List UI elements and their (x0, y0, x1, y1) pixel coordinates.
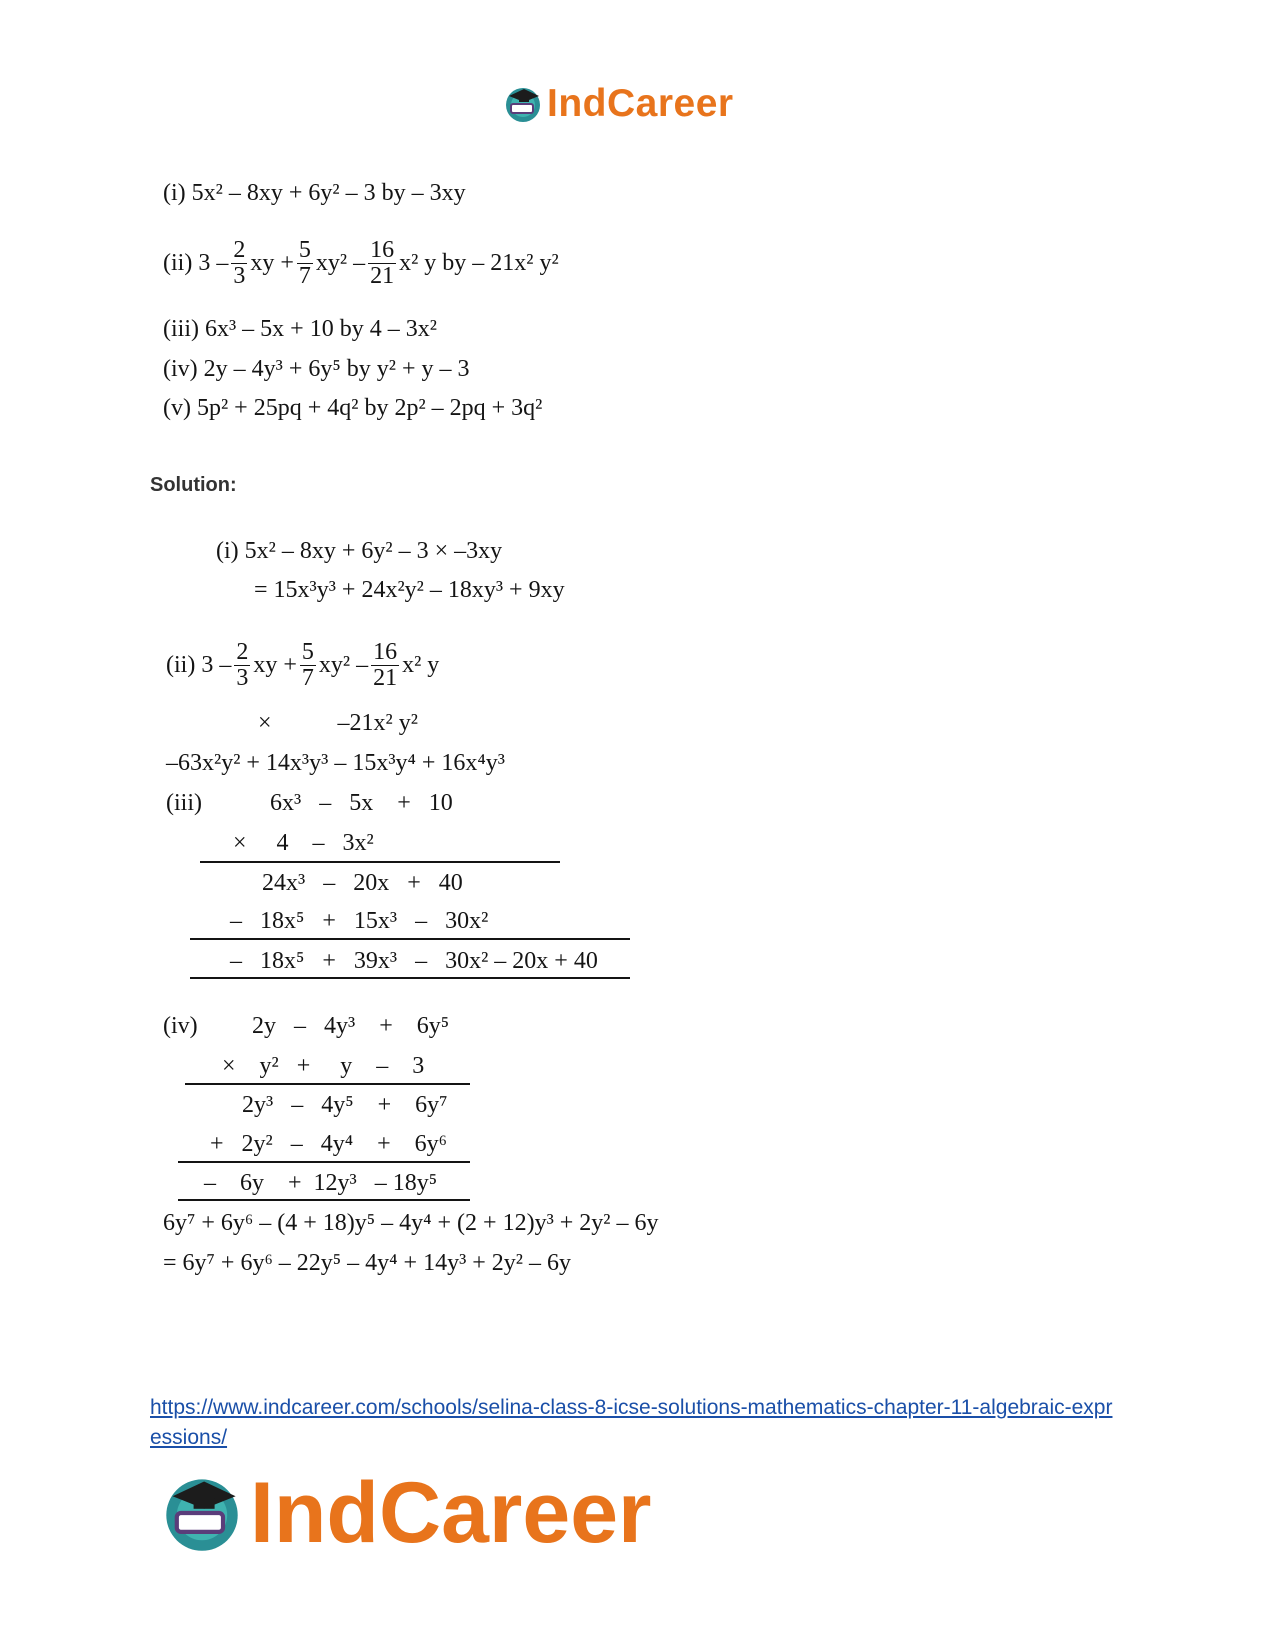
solution-iv-label: (iv) (163, 1013, 198, 1039)
question-ii-term2: xy² – (315, 250, 366, 277)
solution-ii-term2: xy² – (318, 652, 369, 679)
fraction-16-21: $\frac{16}{21}$ (373, 639, 398, 692)
solution-iii-label: (iii) (166, 790, 202, 816)
question-ii (163, 238, 559, 289)
solution-ii-multiplier: × –21x² y² (258, 710, 418, 736)
solution-i-line2: = 15x³y³ + 24x²y² – 18xy³ + 9xy (254, 577, 565, 603)
solution-iv-row6: 6y⁷ + 6y⁶ – (4 + 18)y⁵ – 4y⁴ + (2 + 12)y³ + 2y² – 6y (163, 1210, 659, 1236)
divider (178, 1199, 470, 1201)
solution-iv-row1: 2y – 4y³ + 6y⁵ (252, 1013, 450, 1039)
solution-ii-result: –63x²y² + 14x³y³ – 15x³y⁴ + 16x⁴y³ (166, 750, 505, 776)
brand-name: IndCareer (250, 1464, 652, 1561)
brand-name: IndCareer (547, 82, 734, 125)
divider (190, 977, 630, 979)
solution-iv-row4: + 2y² – 4y⁴ + 6y⁶ (210, 1131, 447, 1157)
question-iii: (iii) 6x³ – 5x + 10 by 4 – 3x² (163, 316, 437, 342)
fraction-16-21: $\frac{16}{21}$ (370, 237, 395, 290)
question-i: (i) 5x² – 8xy + 6y² – 3 by – 3xy (163, 180, 466, 206)
graduation-cap-book-icon (160, 1471, 244, 1555)
solution-iv-row5: – 6y + 12y³ – 18y⁵ (204, 1170, 438, 1196)
solution-iii-row2: × 4 – 3x² (233, 830, 374, 856)
question-ii-term3: x² y by – 21x² y² (399, 250, 559, 277)
solution-ii-expression (166, 640, 439, 691)
header-logo (503, 82, 734, 126)
question-iv: (iv) 2y – 4y³ + 6y⁵ by y² + y – 3 (163, 356, 470, 382)
question-ii-prefix: (ii) 3 – (163, 250, 229, 277)
solution-iv-row3: 2y³ – 4y⁵ + 6y⁷ (242, 1092, 448, 1118)
fraction-5-7: $\frac{5}{7}$ (298, 237, 311, 290)
divider (190, 938, 630, 940)
solution-iii-row5: – 18x⁵ + 39x³ – 30x² – 20x + 40 (230, 948, 598, 974)
graduation-cap-book-icon (503, 84, 543, 124)
divider (185, 1083, 470, 1085)
question-v: (v) 5p² + 25pq + 4q² by 2p² – 2pq + 3q² (163, 395, 543, 421)
solution-heading: Solution: (150, 474, 237, 496)
solution-iii-row3: 24x³ – 20x + 40 (262, 870, 463, 896)
solution-ii-term3: x² y (402, 652, 440, 679)
solution-iii-row4: – 18x⁵ + 15x³ – 30x² (230, 908, 489, 934)
question-ii-term1: xy + (250, 250, 294, 277)
fraction-2-3: $\frac{2}{3}$ (236, 639, 249, 692)
solution-iii-row1: 6x³ – 5x + 10 (270, 790, 453, 816)
solution-ii-term1: xy + (253, 652, 297, 679)
solution-iv-row7: = 6y⁷ + 6y⁶ – 22y⁵ – 4y⁴ + 14y³ + 2y² – 6y (163, 1250, 571, 1276)
fraction-5-7: $\frac{5}{7}$ (301, 639, 314, 692)
divider (178, 1161, 470, 1163)
footer-logo (160, 1464, 652, 1561)
divider (200, 861, 560, 863)
fraction-2-3: $\frac{2}{3}$ (233, 237, 246, 290)
solution-ii-prefix: (ii) 3 – (166, 652, 232, 679)
solution-iv-row2: × y² + y – 3 (222, 1053, 425, 1079)
solution-i-line1: (i) 5x² – 8xy + 6y² – 3 × –3xy (216, 538, 503, 564)
source-link[interactable]: https://www.indcareer.com/schools/selina-class-8-icse-solutions-mathematics-chapter-11-algebraic-expressions/ (150, 1396, 1113, 1449)
